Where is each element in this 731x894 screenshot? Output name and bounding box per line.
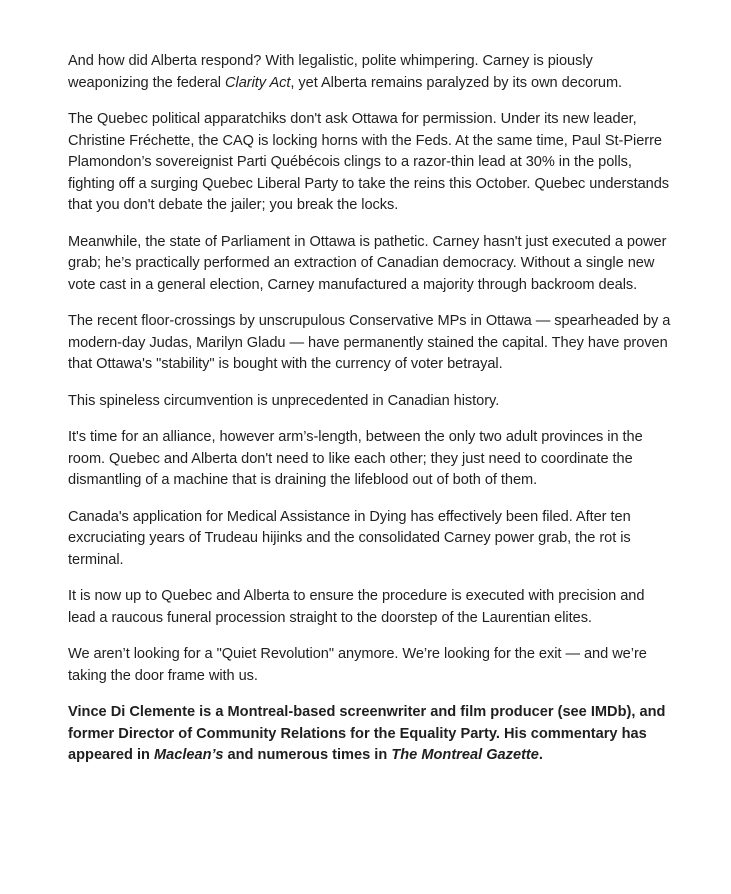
bio-text: . (538, 747, 543, 763)
article-body (68, 51, 672, 767)
paragraph-quebec-politics: The Quebec political apparatchiks don't ask Ottawa for permission. Under its new leader, Christine Fréchette, the CAQ is locking horns with the Feds. At the same time, Paul St-Pierre Plamondon’s sovereignist Parti Québécois clings to a razor-thin lead at 30% in the polls, fighting off a surging Quebec Liberal Party to take the reins this October. Quebec understands that you don't debate the jailer; you break the locks. (68, 111, 670, 213)
paragraph-alliance: It's time for an alliance, however arm’s-length, between the only two adult provinces in the room. Quebec and Alberta don't need to like each other; they just need to coordinate the dismantling of a machine that is draining the lifeblood out of both of them. (68, 429, 643, 488)
text: , yet Alberta remains paralyzed by its own decorum. (290, 74, 623, 91)
paragraph-maid: Canada's application for Medical Assistance in Dying has effectively been filed. After ten excruciating years of Trudeau hijinks and the consolidated Carney power grab, the rot is terminal. (68, 508, 631, 568)
bio-text: Vince Di Clemente is a Montreal-based screenwriter and film producer (see IMDb), and former Director of Community Relations for the Equality Party. His commentary has appeared in (68, 704, 666, 763)
paragraph-quiet-revolution: We aren’t looking for a "Quiet Revolution" anymore. We’re looking for the exit — and we’re taking the door frame with us. (68, 646, 647, 684)
publication-macleans: Maclean’s (153, 747, 224, 763)
text: And how did Alberta respond? With legalistic, polite whimpering. Carney is piously weaponizing the federal (68, 53, 593, 91)
paragraph-procedure: It is now up to Quebec and Alberta to ensure the procedure is executed with precision and lead a raucous funeral procession straight to the doorstep of the Laurentian elites. (68, 588, 645, 626)
paragraph-alberta-response (68, 51, 672, 94)
paragraph-parliament: Meanwhile, the state of Parliament in Ottawa is pathetic. Carney hasn't just executed a power grab; he’s practically performed an extraction of Canadian democracy. Without a single new vote cast in a general election, Carney manufactured a majority through backroom deals. (68, 233, 667, 293)
paragraph-floor-crossings: The recent floor-crossings by unscrupulous Conservative MPs in Ottawa — spearheaded by a modern-day Judas, Marilyn Gladu — have permanently stained the capital. They have proven that Ottawa's "stability" is bought with the currency of voter betrayal. (68, 313, 671, 372)
author-bio (68, 702, 672, 767)
clarity-act-title: Clarity Act (225, 74, 291, 91)
paragraph-circumvention: This spineless circumvention is unprecedented in Canadian history. (68, 392, 500, 409)
bio-text: and numerous times in (223, 747, 392, 763)
publication-gazette: The Montreal Gazette (391, 747, 539, 763)
